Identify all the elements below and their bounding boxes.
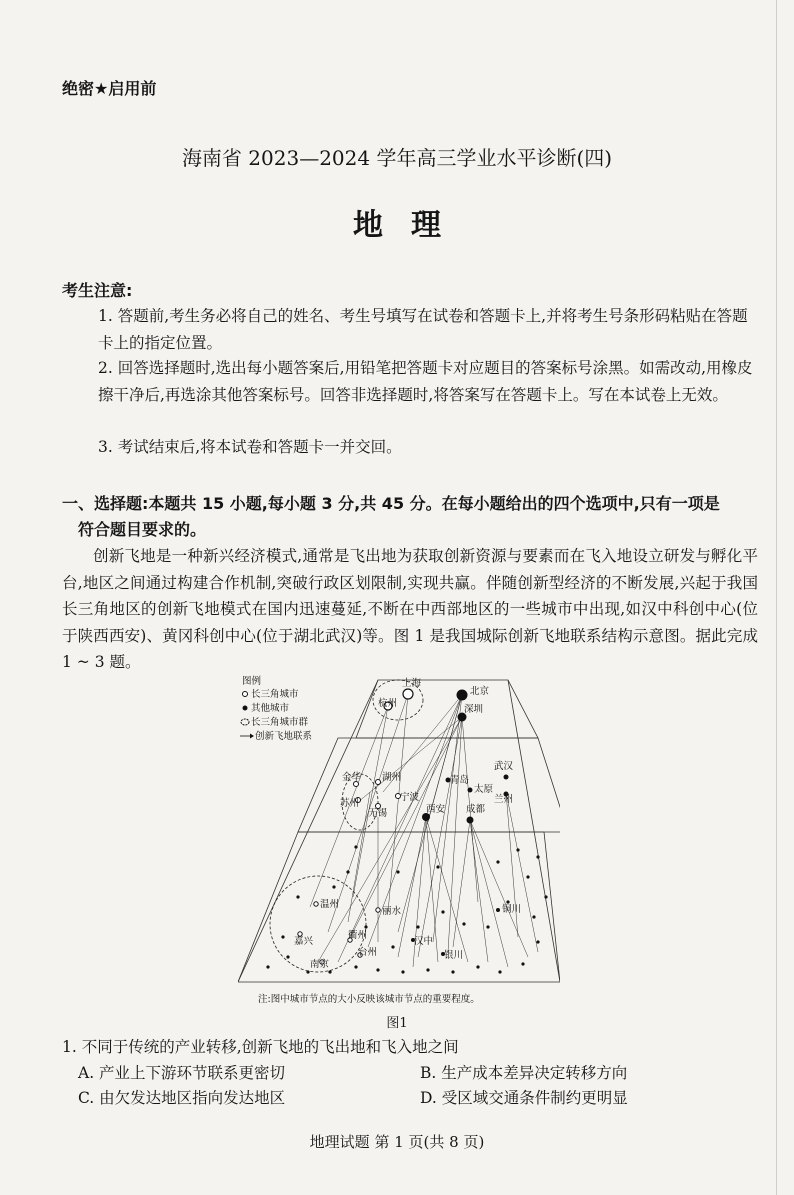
label-wenzhou: 温州 — [320, 899, 340, 910]
label-jiaxing: 嘉兴 — [294, 936, 314, 947]
label-qingdao: 青岛 — [450, 775, 470, 786]
label-shanghai: 上海 — [402, 678, 422, 689]
beijing-node — [457, 690, 468, 701]
shanghai-node — [403, 689, 413, 699]
label-hangzhou: 杭州 — [378, 698, 398, 709]
section-heading-line-2: 符合题目要求的。 — [78, 520, 207, 539]
wuhan-node — [504, 775, 509, 780]
label-lanzhou: 兰州 — [494, 794, 514, 805]
question-1-option-a: A. 产业上下游环节联系更密切 — [78, 1064, 286, 1082]
question-1-option-c: C. 由欠发达地区指向发达地区 — [78, 1089, 286, 1107]
label-beijing: 北京 — [470, 686, 490, 697]
chengdu-node — [467, 817, 474, 824]
figure-note: 注:图中城市节点的大小反映该城市节点的重要程度。 — [258, 994, 480, 1005]
bottom-delta-group — [270, 876, 366, 972]
figure-1-diagram — [238, 672, 560, 1012]
section-heading-line-1: 一、选择题:本题共 15 小题,每小题 3 分,共 45 分。在每小题给出的四个选项中,只有一项是 — [62, 494, 720, 513]
section-heading — [62, 491, 758, 543]
notice-heading: 考生注意: — [62, 281, 133, 300]
label-wuhan: 武汉 — [494, 761, 514, 772]
key-city-nodes — [298, 689, 509, 964]
label-wuxi: 无锡 — [368, 808, 388, 819]
question-1-option-b: B. 生产成本差异决定转移方向 — [420, 1064, 628, 1082]
notice-item-2: 2. 回答选择题时,选出每小题答案后,用铅笔把答题卡对应题目的答案标号涂黑。如需改动,用橡皮擦干净后,再选涂其他答案标号。回答非选择题时,将答案写在答题卡上。写在本试卷上无效。 — [98, 359, 753, 404]
legend-delta-group: 长三角城市群 — [251, 717, 309, 728]
notice-item-1: 1. 答题前,考生务必将自己的姓名、考生号填写在试卷和答题卡上,并将考生号条形码粘贴在答题卡上的指定位置。 — [98, 307, 748, 352]
notice-item-3: 3. 考试结束后,将本试卷和答题卡一并交回。 — [98, 438, 402, 456]
label-yinchuan: 银川 — [444, 950, 464, 961]
figure-caption: 图1 — [386, 1016, 408, 1031]
confidential-label: 绝密★启用前 — [62, 79, 157, 98]
label-taizhou: 台州 — [358, 947, 378, 958]
label-quzhou: 衢州 — [348, 930, 368, 941]
label-nanjing: 南京 — [310, 959, 330, 970]
tongchuan-node — [496, 908, 500, 912]
legend-title: 图例 — [242, 676, 262, 687]
taiyuan-node — [468, 788, 473, 793]
label-huzhou: 湖州 — [382, 772, 402, 783]
label-hanzhong: 汉中 — [414, 936, 434, 947]
subject-title: 地理 — [353, 208, 469, 243]
passage-text: 创新飞地是一种新兴经济模式,通常是飞出地为获取创新资源与要素而在飞入地设立研发与孵化平台,地区之间通过构建合作机制,突破行政区划限制,实现共赢。伴随创新型经济的不断发展,兴起于我国长三角地区的创新飞地模式在国内迅速蔓延,不断在中西部地区的一些城市中出现,如汉中科创中心(位于陕西西安)、黄冈科创中心(位于湖北武汉)等。图 1 是我国城际创新飞地联系结构示意图。据此完成 1 ~ 3 题。 — [62, 547, 758, 671]
label-jinhua: 金华 — [342, 772, 362, 783]
innovation-links — [310, 694, 538, 967]
legend-other-city: 其他城市 — [251, 703, 290, 714]
label-xian: 西安 — [426, 804, 446, 815]
label-chengdu: 成都 — [466, 804, 486, 815]
label-lishui: 丽水 — [382, 906, 402, 917]
label-taiyuan: 太原 — [474, 784, 494, 795]
label-shenzhen: 深圳 — [464, 704, 484, 715]
label-suzhou: 苏州 — [340, 798, 360, 809]
label-ningbo: 宁波 — [400, 792, 420, 803]
page-footer: 地理试题 第 1 页(共 8 页) — [309, 1133, 485, 1151]
figure-legend — [240, 675, 313, 742]
label-tongchuan: 铜川 — [502, 904, 522, 915]
lishui-node — [376, 908, 380, 912]
wenzhou-node — [314, 902, 318, 906]
legend-delta-city: 长三角城市 — [251, 689, 299, 700]
legend-link: 创新飞地联系 — [255, 731, 313, 742]
exam-title: 海南省 2023—2024 学年高三学业水平诊断(四) — [181, 146, 613, 170]
question-1-option-d: D. 受区域交通条件制约更明显 — [420, 1089, 628, 1107]
huzhou-node — [376, 780, 381, 785]
question-1-stem: 1. 不同于传统的产业转移,创新飞地的飞出地和飞入地之间 — [62, 1038, 459, 1056]
